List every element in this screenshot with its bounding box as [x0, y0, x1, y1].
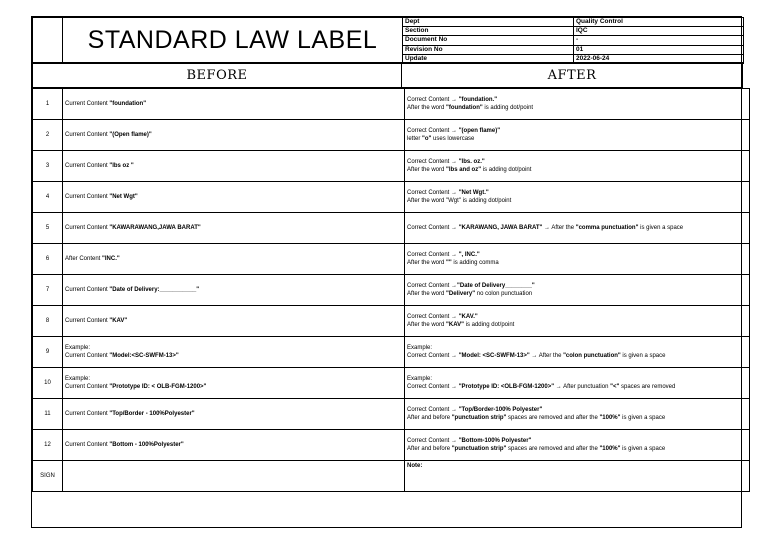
note-label: Note: — [407, 463, 423, 469]
after-text: is given a space — [620, 415, 666, 421]
after-highlight: "punctuation strip" — [451, 415, 507, 421]
before-text: Current Content — [65, 410, 110, 417]
after-highlight: "" — [446, 260, 452, 266]
after-highlight: "(open flame)" — [458, 127, 501, 134]
before-highlight: "foundation" — [109, 100, 147, 107]
after-cell — [405, 151, 750, 182]
row-number: 5 — [33, 213, 63, 244]
after-text: is given a space — [620, 353, 666, 359]
before-line — [65, 352, 402, 361]
after-highlight: "Bottom-100% Polyester" — [458, 437, 532, 444]
after-line — [407, 445, 747, 454]
after-text: spaces are removed and after the — [506, 415, 600, 421]
before-text: Example: — [65, 344, 91, 351]
after-text: is adding dot/point — [463, 322, 515, 328]
after-highlight: "foundation." — [458, 96, 498, 103]
before-cell — [63, 275, 405, 306]
after-line — [407, 197, 747, 206]
before-highlight: "INC." — [102, 255, 120, 262]
before-cell — [63, 213, 405, 244]
before-cell — [63, 120, 405, 151]
before-text: Example: — [65, 375, 91, 382]
comparison-table — [32, 88, 750, 492]
before-text: Current Content — [65, 224, 110, 231]
after-text: After and before — [407, 446, 452, 452]
after-highlight: "punctuation strip" — [451, 446, 507, 452]
before-highlight: "Net Wgt" — [109, 193, 138, 200]
after-line — [407, 344, 747, 353]
after-line — [407, 321, 747, 330]
after-cell — [405, 337, 750, 368]
after-highlight: "foundation" — [446, 105, 483, 111]
after-heading: AFTER — [402, 63, 743, 88]
after-text: After the word — [407, 167, 447, 173]
after-line — [407, 352, 747, 361]
after-text: Correct Content → — [407, 282, 458, 289]
before-line — [65, 375, 402, 384]
after-cell — [405, 368, 750, 399]
before-highlight: "Prototype ID: < OLB-FGM-1200>" — [109, 384, 207, 390]
after-line — [407, 290, 747, 299]
after-highlight: "lbs. oz." — [458, 158, 485, 165]
document-header — [32, 17, 744, 64]
table-row — [33, 89, 750, 120]
after-highlight: "Delivery" — [446, 291, 476, 297]
after-line — [407, 251, 747, 260]
before-text: Current Content — [65, 384, 110, 390]
meta-label: Revision No — [403, 45, 574, 54]
meta-label: Update — [403, 54, 574, 63]
table-row — [33, 430, 750, 461]
table-row — [33, 337, 750, 368]
after-line — [407, 224, 747, 233]
row-number: 11 — [33, 399, 63, 430]
before-text: Current Content — [65, 441, 110, 448]
sign-label: SIGN — [33, 461, 63, 492]
before-highlight: "(Open flame)" — [109, 131, 152, 138]
table-row — [33, 244, 750, 275]
after-text: Correct Content → — [407, 224, 459, 231]
before-text: Current Content — [65, 100, 110, 107]
after-cell — [405, 182, 750, 213]
document-title: STANDARD LAW LABEL — [63, 18, 403, 64]
meta-label: Dept — [403, 18, 574, 27]
after-text: → After the — [529, 353, 564, 359]
signature-area[interactable] — [63, 461, 405, 492]
row-number: 4 — [33, 182, 63, 213]
before-cell — [63, 151, 405, 182]
meta-value: Quality Control — [574, 18, 744, 27]
table-row — [33, 213, 750, 244]
before-text: Current Content — [65, 317, 110, 324]
after-text: is adding comma — [451, 260, 499, 266]
note-area[interactable] — [405, 461, 750, 492]
before-highlight: "Model:<SC-SWFM-13>" — [109, 353, 179, 359]
after-text: Correct Content → — [407, 189, 459, 196]
before-after-header — [32, 62, 743, 88]
after-line — [407, 383, 747, 392]
after-text: is adding dot/point — [481, 167, 532, 173]
table-row — [33, 306, 750, 337]
row-number: 12 — [33, 430, 63, 461]
before-highlight: "KAWARAWANG,JAWA BARAT" — [109, 224, 201, 231]
after-text: is given a space — [638, 224, 684, 231]
after-highlight: "colon punctuation" — [563, 353, 621, 359]
after-text: After the word — [407, 291, 447, 297]
after-line — [407, 406, 747, 415]
after-highlight: "<" — [610, 384, 620, 390]
row-number: 2 — [33, 120, 63, 151]
label-sheet — [31, 16, 742, 528]
before-text: Current Content — [65, 193, 110, 200]
after-highlight: "o" — [422, 136, 432, 142]
before-highlight: "lbs oz " — [109, 162, 134, 169]
after-highlight: "100%" — [599, 446, 621, 452]
meta-cell — [403, 18, 744, 64]
after-highlight: ", INC." — [458, 251, 480, 258]
after-cell — [405, 430, 750, 461]
after-text: uses lowercase — [431, 136, 475, 142]
before-cell — [63, 368, 405, 399]
after-text: Correct Content → — [407, 313, 459, 320]
after-highlight: "comma punctuation" — [575, 224, 639, 231]
after-text: → After punctuation — [554, 384, 611, 390]
after-highlight: "100%" — [599, 415, 621, 421]
after-text: After the word — [407, 322, 447, 328]
before-highlight: "Bottom - 100%Polyester" — [109, 441, 184, 448]
after-highlight: "Prototype ID: <OLB-FGM-1200>" — [458, 384, 555, 390]
before-line — [65, 344, 402, 353]
before-cell — [63, 182, 405, 213]
after-text: After and before — [407, 415, 452, 421]
meta-value: - — [574, 36, 744, 45]
after-line — [407, 158, 747, 167]
row-number: 6 — [33, 244, 63, 275]
after-highlight: "KAV" — [446, 322, 464, 328]
document-meta-table — [403, 18, 743, 63]
after-cell — [405, 89, 750, 120]
after-text: spaces are removed and after the — [506, 446, 600, 452]
after-text: Correct Content → — [407, 127, 459, 134]
before-text: Current Content — [65, 162, 110, 169]
table-row — [33, 120, 750, 151]
before-highlight: "Date of Delivery:___________" — [109, 286, 200, 293]
after-cell — [405, 306, 750, 337]
meta-value: 01 — [574, 45, 744, 54]
row-number: 3 — [33, 151, 63, 182]
after-line — [407, 189, 747, 198]
after-cell — [405, 120, 750, 151]
after-line — [407, 166, 747, 175]
table-row — [33, 368, 750, 399]
after-text: Correct Content → — [407, 251, 459, 258]
after-text: letter — [407, 136, 423, 142]
after-text: spaces are removed — [619, 384, 676, 390]
after-text: is given a space — [620, 446, 666, 452]
comparison-rows — [33, 89, 750, 492]
table-row — [33, 182, 750, 213]
before-heading: BEFORE — [33, 63, 402, 88]
after-highlight: "Date of Delivery________" — [457, 282, 535, 289]
row-number: 1 — [33, 89, 63, 120]
after-highlight: "KAV." — [458, 313, 478, 320]
row-number: 7 — [33, 275, 63, 306]
after-text: Correct Content → — [407, 158, 459, 165]
after-text: Example: — [407, 375, 433, 382]
after-text: is adding dot/point — [482, 105, 534, 111]
after-line — [407, 375, 747, 384]
after-line — [407, 127, 747, 136]
after-text: After the word — [407, 260, 447, 266]
after-highlight: "Top/Border-100% Polyester" — [458, 406, 543, 413]
after-cell — [405, 213, 750, 244]
after-highlight: "KARAWANG, JAWA BARAT" — [458, 224, 543, 231]
after-text: Correct Content → — [407, 96, 459, 103]
after-highlight: "lbs and oz" — [446, 167, 482, 173]
after-line — [407, 414, 747, 423]
before-cell — [63, 244, 405, 275]
after-cell — [405, 275, 750, 306]
row-number: 9 — [33, 337, 63, 368]
after-line — [407, 104, 747, 113]
after-text: Correct Content → — [407, 384, 459, 390]
after-line — [407, 96, 747, 105]
sign-note-row — [33, 461, 750, 492]
before-cell — [63, 430, 405, 461]
after-text: → After the — [542, 224, 576, 231]
before-text: After Content — [65, 255, 103, 262]
after-text: no colon punctuation — [475, 291, 533, 297]
before-cell — [63, 306, 405, 337]
after-line — [407, 437, 747, 446]
before-highlight: "Top/Border - 100%Polyester" — [109, 410, 195, 417]
after-highlight: "Net Wgt." — [458, 189, 489, 196]
before-cell — [63, 399, 405, 430]
after-line — [407, 259, 747, 268]
after-text: After the word — [407, 105, 447, 111]
after-text: Correct Content → — [407, 406, 459, 413]
logo-cell — [33, 18, 63, 64]
before-cell — [63, 89, 405, 120]
after-line — [407, 282, 747, 291]
row-number: 10 — [33, 368, 63, 399]
meta-value: 2022-06-24 — [574, 54, 744, 63]
meta-value: IQC — [574, 27, 744, 36]
after-cell — [405, 244, 750, 275]
after-text: Example: — [407, 344, 433, 351]
table-row — [33, 275, 750, 306]
before-highlight: "KAV" — [109, 317, 128, 324]
before-text: Current Content — [65, 286, 110, 293]
after-text: Correct Content → — [407, 437, 459, 444]
table-row — [33, 399, 750, 430]
after-text: After the word "Wgt" is adding dot/point — [407, 198, 512, 204]
after-line — [407, 313, 747, 322]
meta-label: Document No — [403, 36, 574, 45]
after-highlight: "Model: <SC-SWFM-13>" — [458, 353, 530, 359]
after-text: Correct Content → — [407, 353, 459, 359]
table-row — [33, 151, 750, 182]
meta-label: Section — [403, 27, 574, 36]
before-text: Current Content — [65, 131, 110, 138]
row-number: 8 — [33, 306, 63, 337]
before-cell — [63, 337, 405, 368]
after-cell — [405, 399, 750, 430]
before-line — [65, 383, 402, 392]
after-line — [407, 135, 747, 144]
before-text: Current Content — [65, 353, 110, 359]
